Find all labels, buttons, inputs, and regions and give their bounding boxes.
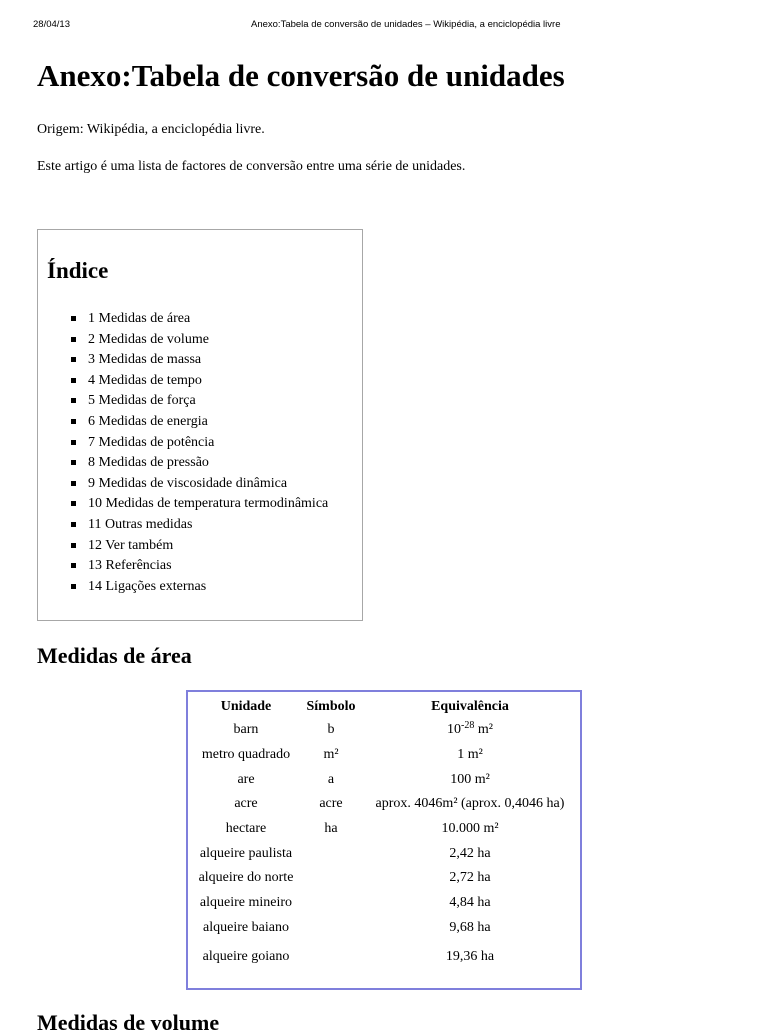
table-row	[190, 940, 580, 974]
column-header-equivalence: Equivalência	[431, 699, 509, 714]
equivalence-value: 19,36 ha	[445, 949, 495, 965]
cell-equivalence	[360, 841, 580, 866]
square-bullet-icon	[71, 357, 76, 362]
toc-item[interactable]	[88, 330, 328, 351]
equivalence-value: 2,72 ha	[449, 870, 491, 886]
table-row	[190, 718, 580, 743]
toc-item[interactable]	[88, 536, 328, 557]
cell-symbol	[302, 940, 360, 974]
toc-item-label: 13 Referências	[88, 558, 172, 574]
square-bullet-icon	[71, 337, 76, 342]
toc-item[interactable]	[88, 371, 328, 392]
toc-item[interactable]	[88, 350, 328, 371]
toc-item[interactable]	[88, 577, 328, 598]
square-bullet-icon	[71, 419, 76, 424]
cell-equivalence	[360, 792, 580, 817]
equivalence-value: 1 m²	[457, 747, 483, 763]
cell-unit: alqueire do norte	[198, 870, 294, 886]
cell-unit: alqueire goiano	[202, 949, 290, 965]
toc-item-label: 11 Outras medidas	[88, 516, 193, 532]
square-bullet-icon	[71, 563, 76, 568]
table-row	[190, 743, 580, 768]
toc-item-label: 7 Medidas de potência	[88, 434, 215, 450]
square-bullet-icon	[71, 316, 76, 321]
toc-item[interactable]	[88, 474, 328, 495]
cell-unit: alqueire paulista	[199, 845, 293, 861]
toc-item-label: 10 Medidas de temperatura termodinâmica	[88, 496, 329, 512]
cell-equivalence	[360, 767, 580, 792]
toc-item[interactable]	[88, 515, 328, 536]
square-bullet-icon	[71, 584, 76, 589]
square-bullet-icon	[71, 501, 76, 506]
square-bullet-icon	[71, 398, 76, 403]
toc-title: Índice	[47, 258, 109, 283]
table-row	[190, 792, 580, 817]
toc-item-label: 4 Medidas de tempo	[88, 372, 202, 388]
page-title: Anexo:Tabela de conversão de unidades	[37, 58, 565, 93]
table-header-row	[190, 696, 580, 718]
cell-unit: hectare	[225, 821, 267, 837]
equivalence-value: 4,84 ha	[449, 895, 491, 911]
cell-equivalence	[360, 743, 580, 768]
table-row	[190, 841, 580, 866]
area-table-body	[190, 718, 580, 974]
equivalence-exponent: -28	[461, 720, 475, 732]
toc-item[interactable]	[88, 556, 328, 577]
area-table-frame	[186, 690, 582, 990]
cell-symbol: ha	[324, 821, 338, 837]
equivalence-value: 100 m²	[450, 771, 490, 787]
toc-item[interactable]	[88, 453, 328, 474]
cell-equivalence	[360, 817, 580, 842]
cell-symbol	[302, 891, 360, 916]
section-heading-volume: Medidas de volume	[37, 1010, 220, 1035]
table-row	[190, 891, 580, 916]
toc-item[interactable]	[88, 412, 328, 433]
table-row	[190, 916, 580, 941]
toc-item-label: 5 Medidas de força	[88, 393, 196, 409]
cell-equivalence	[360, 891, 580, 916]
cell-symbol: acre	[319, 796, 343, 812]
equivalence-value: 9,68 ha	[449, 919, 491, 935]
cell-symbol	[302, 916, 360, 941]
toc-list	[88, 309, 328, 597]
cell-unit: alqueire mineiro	[199, 895, 293, 911]
toc-item-label: 14 Ligações externas	[88, 578, 207, 594]
intro-paragraph: Este artigo é uma lista de factores de conversão entre uma série de unidades.	[37, 159, 466, 174]
cell-unit: alqueire baiano	[203, 919, 289, 935]
square-bullet-icon	[71, 543, 76, 548]
toc-item-label: 1 Medidas de área	[88, 311, 191, 326]
equivalence-value: 10	[447, 722, 462, 738]
toc-item[interactable]	[88, 433, 328, 454]
print-page-title: Anexo:Tabela de conversão de unidades – Wikipédia, a enciclopédia livre	[251, 19, 561, 30]
toc-item[interactable]	[88, 309, 328, 330]
origin-note: Origem: Wikipédia, a enciclopédia livre.	[37, 122, 265, 137]
cell-symbol	[302, 841, 360, 866]
cell-symbol	[302, 866, 360, 891]
toc-item[interactable]	[88, 494, 328, 515]
section-heading-area: Medidas de área	[37, 643, 192, 668]
cell-unit: barn	[233, 722, 259, 738]
toc-item[interactable]	[88, 391, 328, 412]
square-bullet-icon	[71, 481, 76, 486]
toc-item-label: 9 Medidas de viscosidade dinâmica	[88, 475, 288, 491]
cell-symbol: b	[327, 722, 335, 738]
square-bullet-icon	[71, 440, 76, 445]
equivalence-value: 2,42 ha	[449, 845, 491, 861]
column-header-symbol: Símbolo	[306, 699, 356, 714]
cell-unit: are	[237, 771, 255, 787]
cell-symbol: a	[327, 771, 335, 787]
toc-item-label: 8 Medidas de pressão	[88, 455, 209, 471]
toc-item-label: 3 Medidas de massa	[88, 352, 202, 368]
cell-equivalence	[360, 940, 580, 974]
cell-unit: metro quadrado	[201, 747, 291, 763]
print-date: 28/04/13	[33, 19, 70, 30]
square-bullet-icon	[71, 522, 76, 527]
table-of-contents	[37, 229, 363, 621]
square-bullet-icon	[71, 460, 76, 465]
equivalence-value: 10.000 m²	[441, 821, 499, 837]
toc-item-label: 6 Medidas de energia	[88, 413, 208, 429]
toc-item-label: 2 Medidas de volume	[88, 331, 209, 347]
table-row	[190, 767, 580, 792]
column-header-unit: Unidade	[220, 699, 272, 714]
toc-item-label: 12 Ver também	[88, 537, 174, 553]
cell-equivalence	[360, 866, 580, 891]
square-bullet-icon	[71, 378, 76, 383]
cell-equivalence	[360, 916, 580, 941]
table-row	[190, 817, 580, 842]
table-row	[190, 866, 580, 891]
cell-equivalence	[360, 718, 580, 743]
cell-unit: acre	[234, 796, 258, 812]
cell-symbol: m²	[323, 747, 339, 763]
equivalence-value: aprox. 4046m² (aprox. 0,4046 ha)	[375, 796, 565, 812]
equivalence-unit: m²	[474, 722, 493, 738]
area-conversion-table	[190, 696, 580, 974]
